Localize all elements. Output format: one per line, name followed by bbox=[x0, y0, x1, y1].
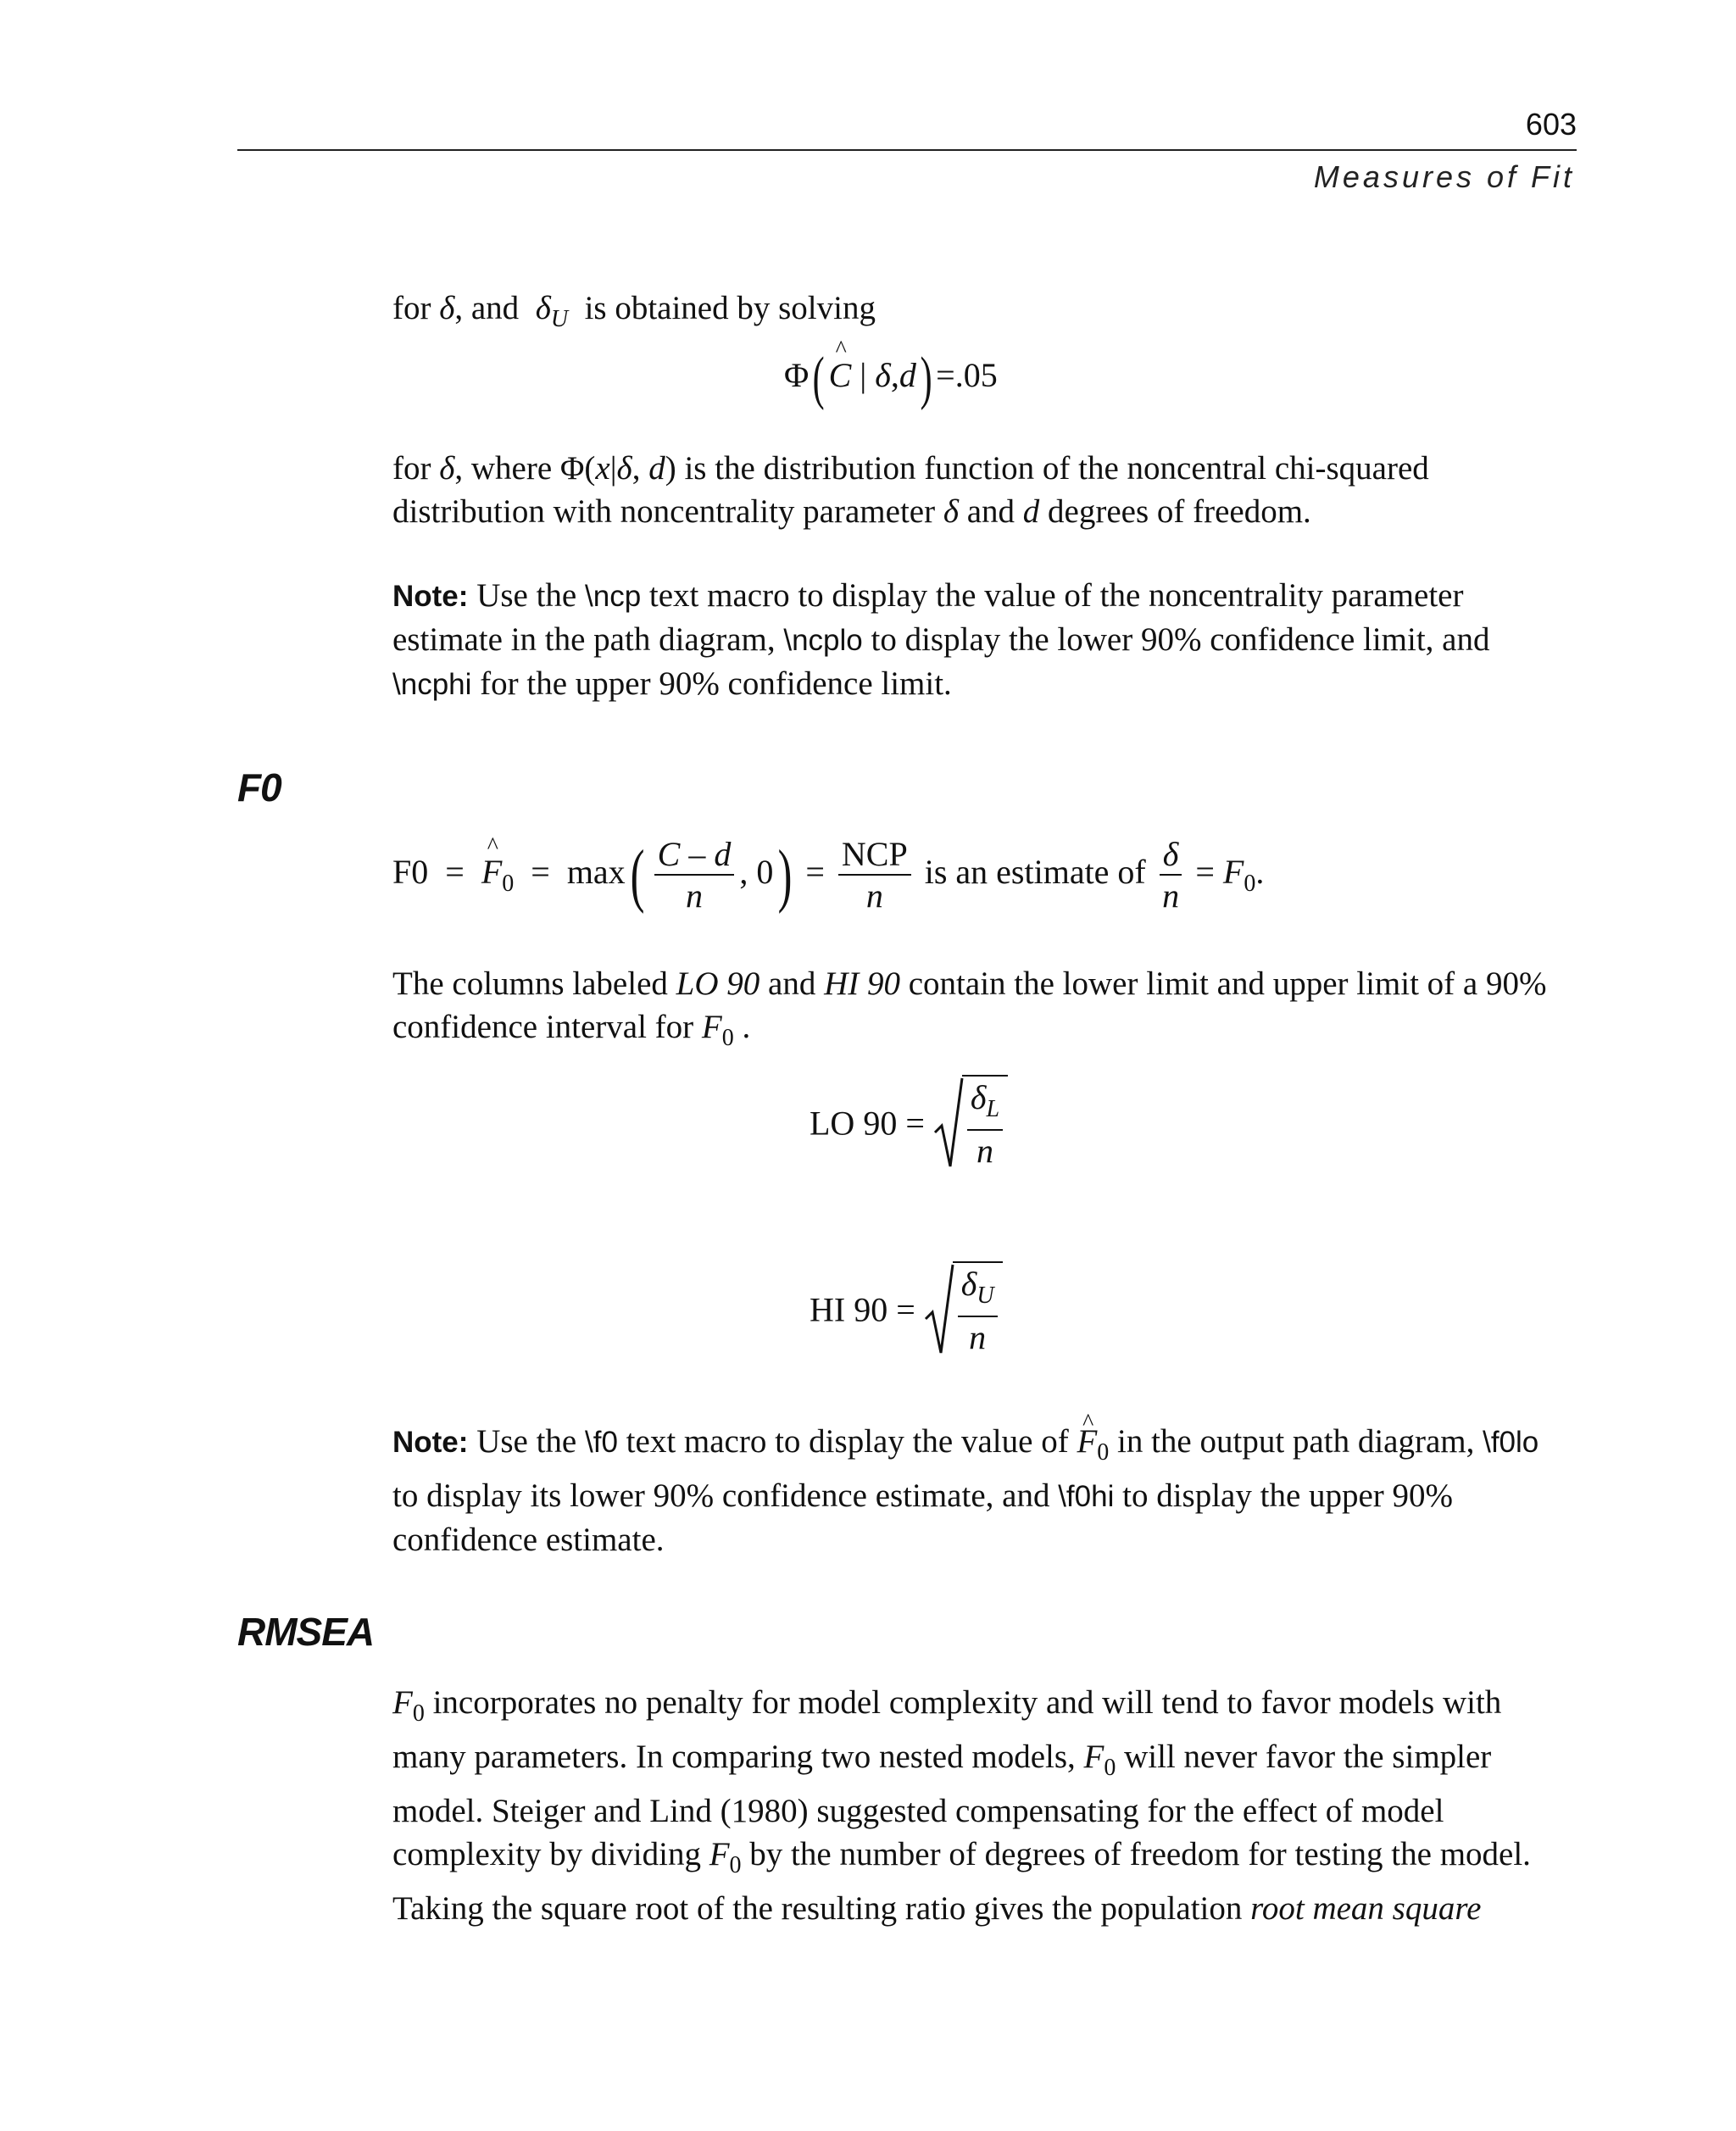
delta-symbol: δ bbox=[439, 290, 455, 326]
equation-hi90: HI 90 = $\frac{\delta_U}{n}$ bbox=[810, 1261, 1003, 1358]
macro-ncp: \ncp bbox=[585, 580, 642, 613]
header-rule bbox=[237, 149, 1577, 151]
equation-phi: Φ(^ C | δ,d) =.05 bbox=[784, 349, 998, 409]
equation-lo90: LO 90 = $\frac{\delta_L}{n}$ bbox=[810, 1075, 1008, 1171]
radical-icon bbox=[933, 1077, 964, 1170]
note-f0: Note: Use the \f0 text macro to display the value of ^ $F_0$ in the output path diagram, \f0lo to display its lower 90% confidence estimate, and \f0hi to display the upper 90% confidence estimate. bbox=[392, 1420, 1579, 1561]
macro-f0lo: \f0lo bbox=[1483, 1426, 1539, 1459]
page-number: 603 bbox=[1525, 107, 1577, 142]
macro-f0hi: \f0hi bbox=[1058, 1480, 1115, 1513]
paragraph-lo-hi: The columns labeled LO 90 and HI 90 contain the lower limit and upper limit of a 90% confidence interval for $F_0$ . bbox=[392, 965, 1547, 1051]
section-heading-f0: F0 bbox=[237, 765, 281, 810]
paragraph-rmsea: $F_0$ incorporates no penalty for model complexity and will tend to favor models with many parameters. In comparing two nested models, $F_0$ will never favor the simpler model. Steiger and Lind (1980) suggested compensating for the effect of model complexity by dividing $F_0$ by the number of degrees of freedom for testing the model. Taking the square root of the resulting ratio gives the population root mean square bbox=[392, 1684, 1531, 1927]
macro-ncphi: \ncphi bbox=[392, 668, 472, 701]
macro-f0: \f0 bbox=[585, 1426, 618, 1459]
sqrt-sign: $\frac{\delta_U}{n}$ bbox=[924, 1261, 1003, 1358]
note-label: Note: bbox=[392, 1426, 469, 1459]
running-head: Measures of Fit bbox=[1313, 159, 1575, 194]
delta-u-symbol: δ bbox=[535, 290, 551, 326]
note-ncp: Note: Use the \ncp text macro to display the value of the noncentrality parameter estimate in the path diagram, \ncplo to display the lower 90% confidence limit, and \ncphi for the upper 90% confidence limit. bbox=[392, 577, 1490, 702]
equation-f0: F0 = ^ $F_0 = \max$( $\frac{C - d}{n}$ , 0) = $\frac{\text{NCP}}{n}$ is an estimate of $\frac{\delta}{n}$ = $F_0$. bbox=[392, 835, 1264, 916]
section-heading-rmsea: RMSEA bbox=[237, 1610, 375, 1654]
note-label: Note: bbox=[392, 580, 469, 613]
sqrt-sign: $\frac{\delta_L}{n}$ bbox=[933, 1075, 1008, 1171]
macro-ncplo: \ncplo bbox=[783, 624, 863, 657]
paragraph-solving: for δ, and $\delta_U$ is obtained by solving bbox=[392, 290, 876, 332]
radical-icon bbox=[924, 1263, 954, 1356]
paragraph-distribution: for δ, where Φ(x|δ, d) is the distribution function of the noncentral chi-squared distribution with noncentrality parameter δ and d degrees of freedom. bbox=[392, 450, 1429, 530]
